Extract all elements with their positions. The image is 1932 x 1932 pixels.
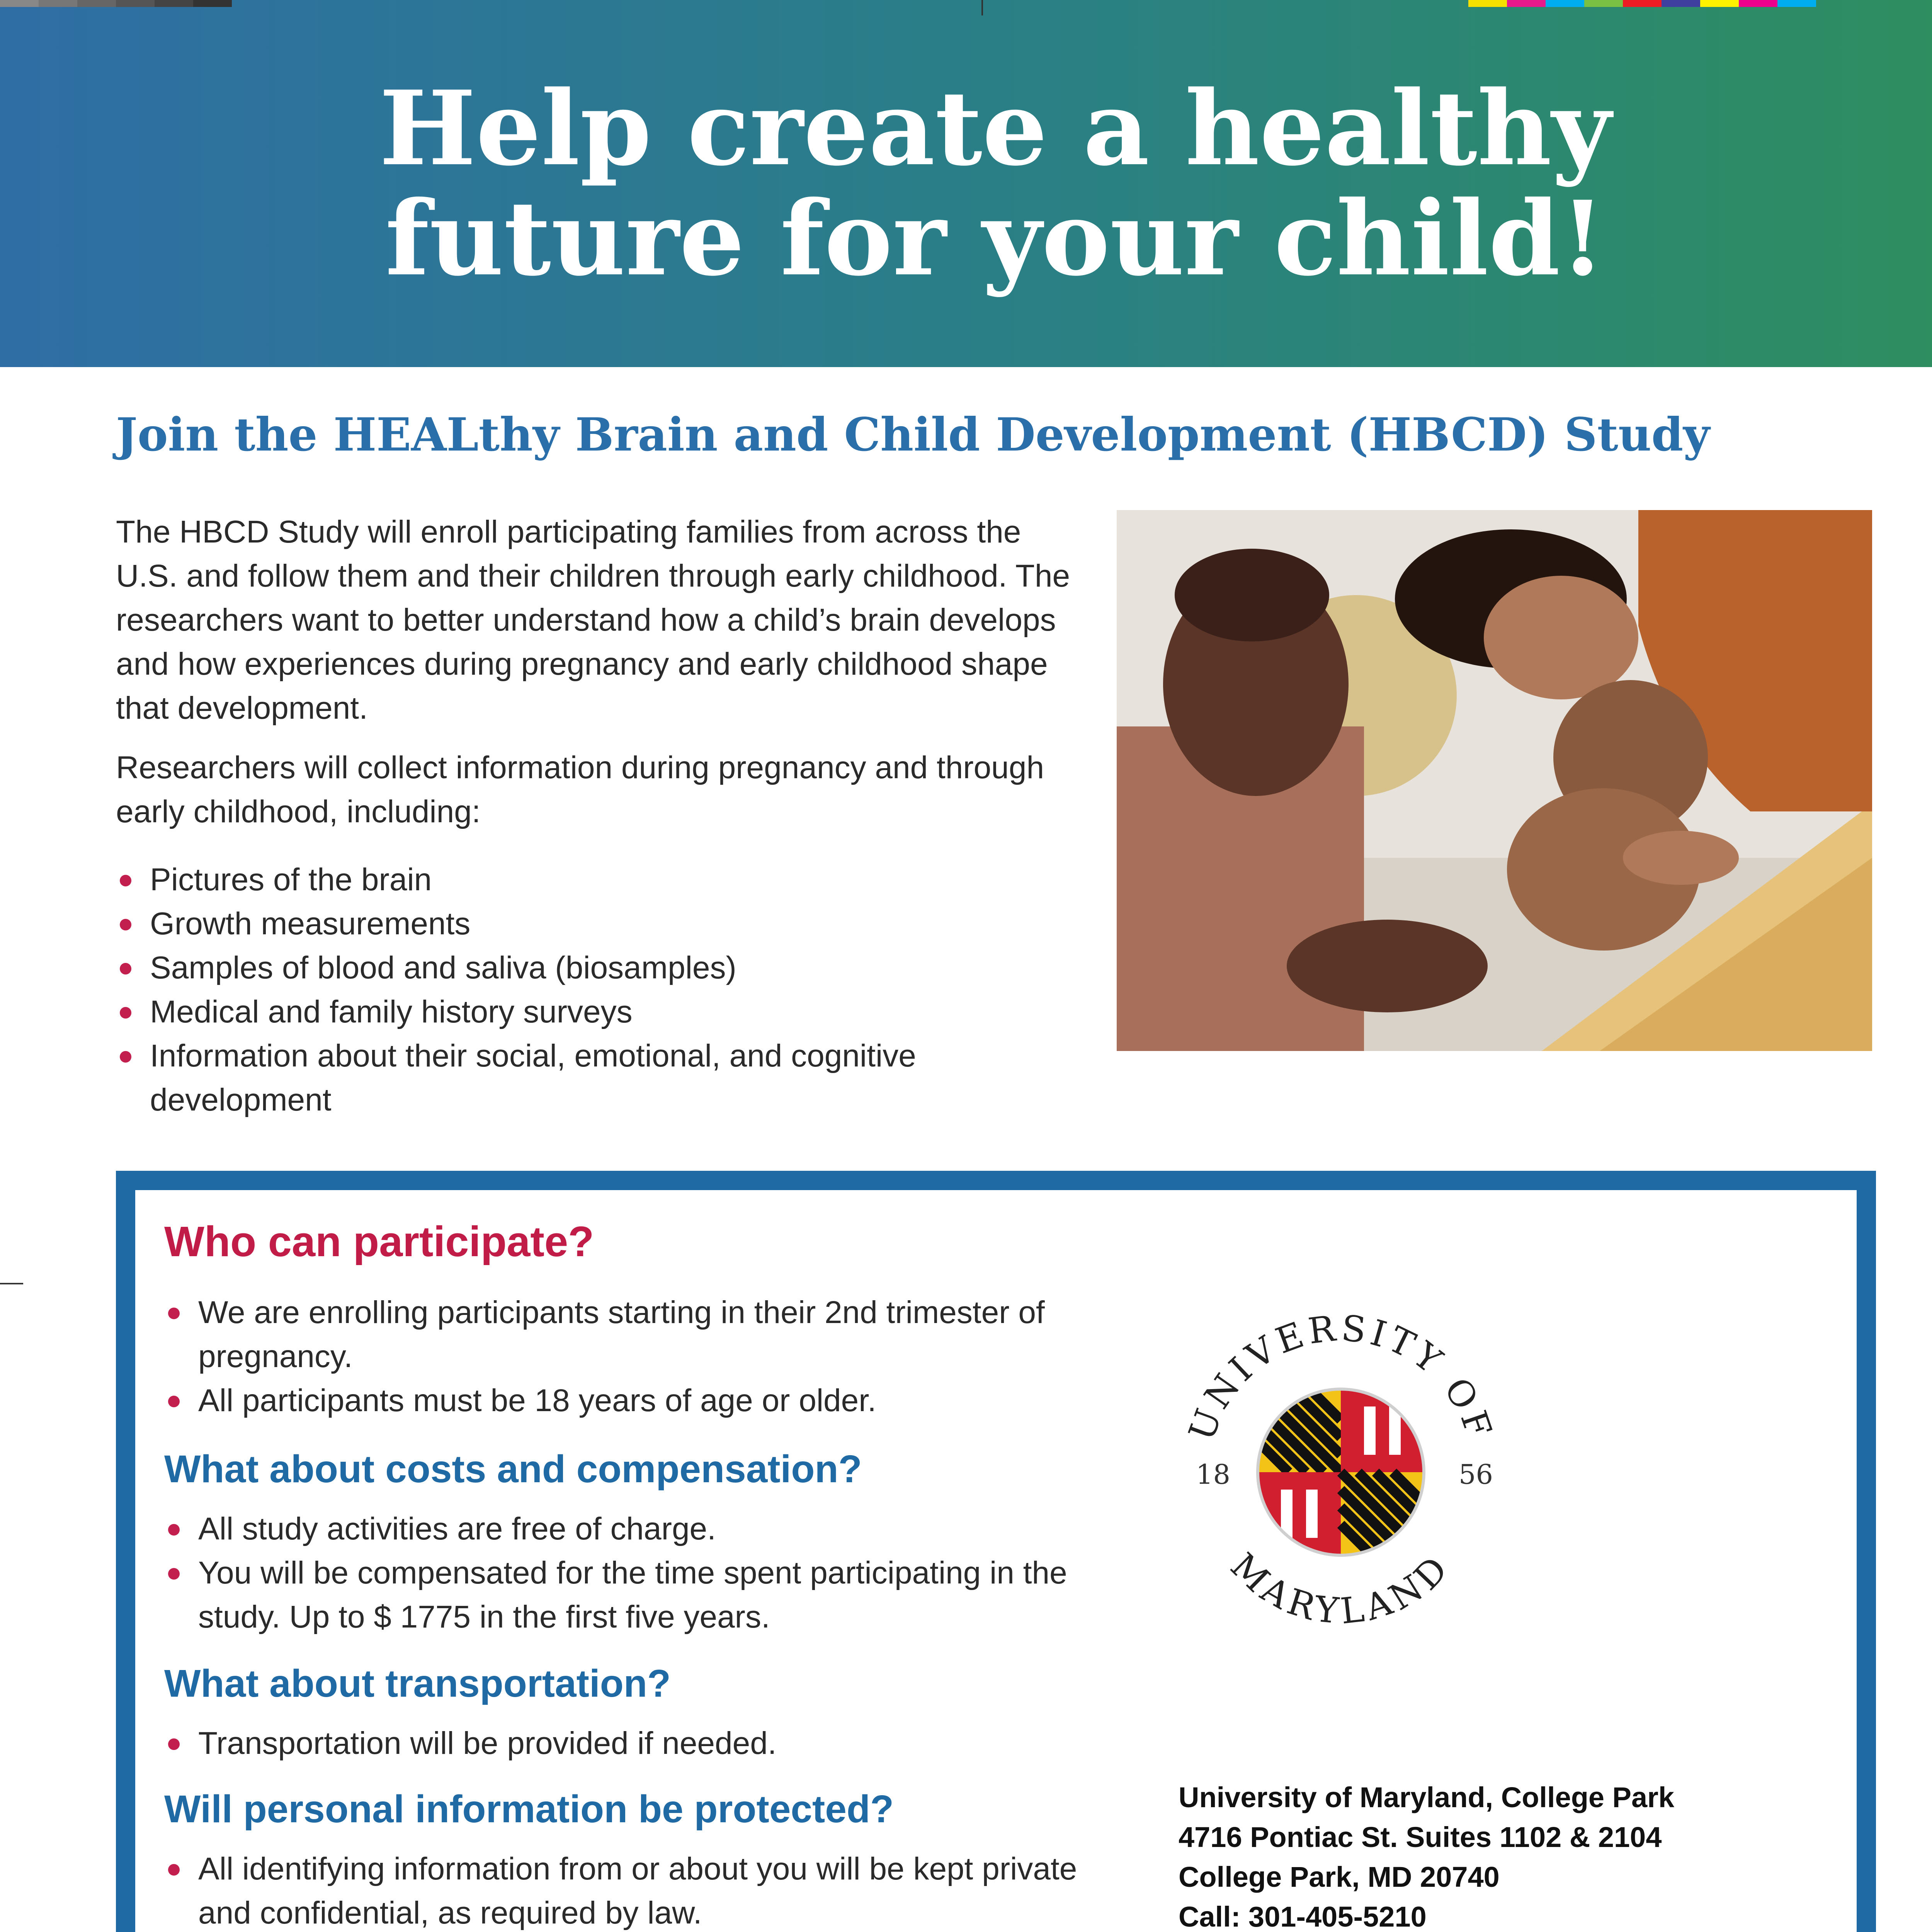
family-photo-illustration [1117, 510, 1872, 1051]
list-item: Growth measurements [116, 902, 1074, 946]
list-item: Samples of blood and saliva (biosamples) [116, 946, 1074, 990]
banner-title-line1: Help create a healthy [379, 68, 1611, 189]
privacy-heading: Will personal information be protected? [164, 1787, 894, 1831]
printer-color-bar-right [1468, 0, 1816, 7]
seal-year-left: 18 [1196, 1459, 1231, 1490]
seal-year-right: 56 [1459, 1459, 1493, 1490]
contact-address: 4716 Pontiac St. Suites 1102 & 2104 [1179, 1821, 1662, 1853]
list-item: All participants must be 18 years of age or older. [164, 1379, 1092, 1423]
who-list [164, 1291, 1092, 1423]
list-item: Transportation will be provided if needed. [164, 1721, 1092, 1765]
printer-color-bar-left [0, 0, 232, 7]
seal-bottom-text: MARYLAND [1223, 1545, 1459, 1632]
costs-list [164, 1507, 1092, 1639]
who-can-participate-heading: Who can participate? [164, 1218, 594, 1265]
list-item: Medical and family history surveys [116, 990, 1074, 1034]
banner-title-line2: future for your child! [385, 179, 1605, 299]
costs-heading: What about costs and compensation? [164, 1447, 862, 1491]
contact-city: College Park, MD 20740 [1179, 1861, 1500, 1893]
list-item: All identifying information from or about you will be kept private and confidential, as required by law. [164, 1847, 1092, 1932]
svg-text:MARYLAND [1223, 1545, 1459, 1632]
collection-intro-paragraph: Researchers will collect information during pregnancy and through early childhood, including: [116, 750, 1044, 829]
list-item: You will be compensated for the time spent participating in the study. Up to $ 1775 in the first five years. [164, 1551, 1092, 1639]
list-item: We are enrolling participants starting in their 2nd trimester of pregnancy. [164, 1291, 1092, 1379]
contact-institution: University of Maryland, College Park [1179, 1781, 1675, 1813]
seal-top-text: UNIVERSITY OF [1180, 1307, 1501, 1446]
privacy-list [164, 1847, 1092, 1932]
list-item: Pictures of the brain [116, 858, 1074, 902]
list-item: All study activities are free of charge. [164, 1507, 1092, 1551]
banner-title [0, 68, 1932, 299]
university-of-maryland-seal [1167, 1291, 1515, 1638]
registration-mark [0, 1283, 23, 1286]
join-study-heading: Join the HEALthy Brain and Child Development (HBCD) Study [116, 408, 1710, 461]
collection-list [116, 858, 1074, 1122]
registration-mark [981, 0, 998, 15]
list-item: Information about their social, emotional, and cognitive development [116, 1034, 1074, 1122]
transportation-heading: What about transportation? [164, 1662, 671, 1705]
contact-phone[interactable]: Call: 301-405-5210 [1179, 1901, 1427, 1932]
umd-seal-icon [1167, 1291, 1515, 1638]
family-photo [1117, 510, 1872, 1051]
intro-paragraph: The HBCD Study will enroll participating families from across the U.S. and follow them and their children through early childhood. The researchers want to better understand how a child’s brain develops and how experiences during pregnancy and early childhood shape that development. [116, 514, 1070, 726]
contact-block [1179, 1777, 1674, 1932]
transportation-list [164, 1721, 1092, 1765]
